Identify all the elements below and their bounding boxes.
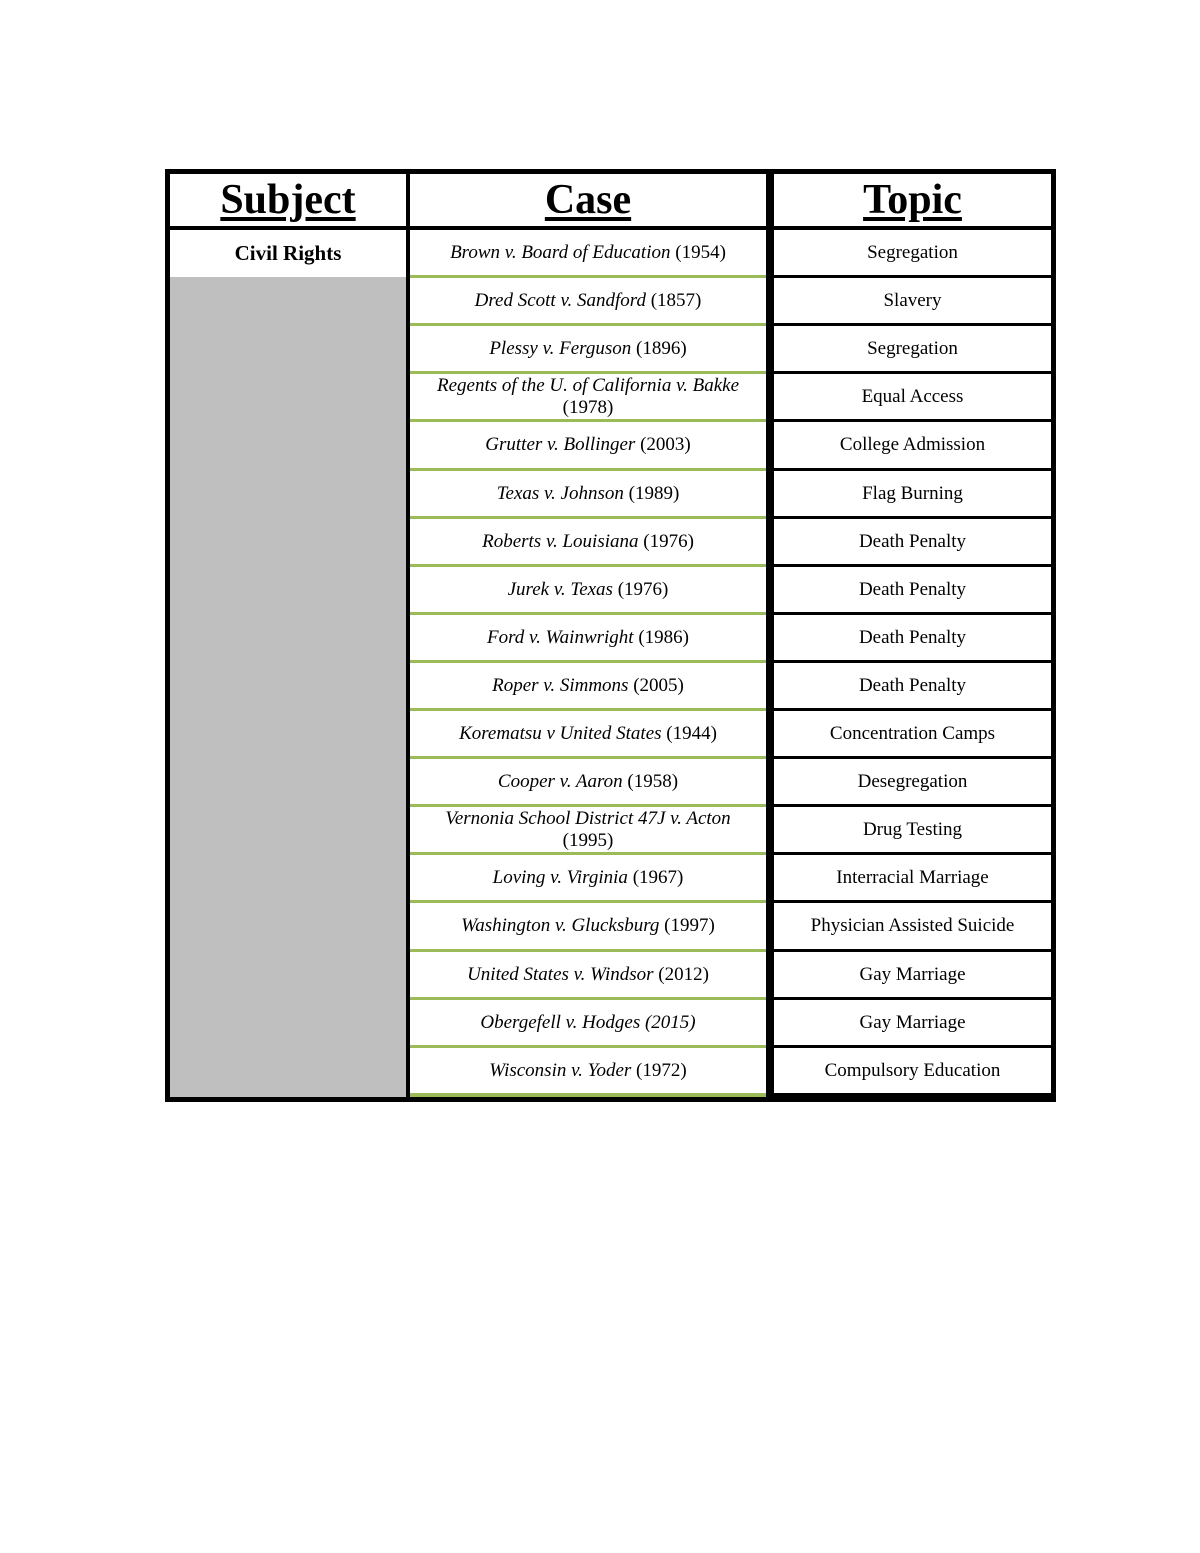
case-name: Obergefell v. Hodges (2015) — [480, 1011, 696, 1033]
header-topic: Topic — [774, 174, 1051, 226]
topic-cell: Desegregation — [774, 759, 1051, 804]
topic-cell: Death Penalty — [774, 663, 1051, 708]
case-year: (1972) — [636, 1059, 687, 1081]
case-name: Vernonia School District 47J v. Acton — [445, 807, 731, 829]
case-name: Regents of the U. of California v. Bakke — [437, 374, 739, 396]
case-cell — [410, 471, 766, 516]
topic-cell: Physician Assisted Suicide — [774, 903, 1051, 949]
case-cell — [410, 422, 766, 468]
case-year: (1989) — [628, 482, 680, 504]
case-year: (1978) — [562, 396, 614, 418]
case-name: Roberts v. Louisiana — [482, 530, 639, 552]
topic-cell: Concentration Camps — [774, 711, 1051, 756]
topic-cell: Interracial Marriage — [774, 855, 1051, 900]
case-year: (1967) — [632, 866, 684, 888]
case-year: (1997) — [664, 915, 715, 936]
subject-civil-rights: Civil Rights — [170, 230, 406, 277]
topic-cell: Death Penalty — [774, 615, 1051, 660]
case-name: Washington v. Glucksburg — [461, 915, 660, 936]
case-cell — [410, 278, 766, 323]
case-cell — [410, 1000, 766, 1045]
case-year: (1954) — [675, 241, 726, 263]
case-cell — [410, 663, 766, 708]
topic-cell: Death Penalty — [774, 519, 1051, 564]
case-name: Plessy v. Ferguson — [489, 337, 632, 359]
case-year: (2012) — [658, 963, 709, 985]
topic-cell: Segregation — [774, 326, 1051, 371]
case-year: (1896) — [636, 337, 687, 359]
case-cell — [410, 855, 766, 900]
case-cell — [410, 567, 766, 612]
case-name: Loving v. Virginia — [492, 866, 628, 888]
case-cell — [410, 711, 766, 756]
case-year: (1976) — [617, 578, 669, 600]
case-year: (1944) — [666, 722, 717, 744]
case-name: Jurek v. Texas — [507, 578, 613, 600]
case-name: United States v. Windsor — [467, 963, 654, 985]
case-cell — [410, 952, 766, 997]
case-cell — [410, 1048, 766, 1093]
case-name: Ford v. Wainwright — [487, 626, 634, 648]
case-name: Texas v. Johnson — [496, 482, 624, 504]
topic-cell: Gay Marriage — [774, 952, 1051, 997]
case-cell — [410, 807, 766, 852]
case-name: Roper v. Simmons — [492, 674, 629, 696]
topic-cell: Death Penalty — [774, 567, 1051, 612]
case-year: (2003) — [640, 434, 691, 455]
cases-table — [165, 169, 1056, 1102]
case-year: (1958) — [627, 770, 679, 792]
case-name: Cooper v. Aaron — [497, 770, 623, 792]
header-subject: Subject — [170, 174, 406, 226]
topic-cell: Gay Marriage — [774, 1000, 1051, 1045]
topic-cell: Equal Access — [774, 374, 1051, 419]
topic-cell: Drug Testing — [774, 807, 1051, 852]
case-cell — [410, 759, 766, 804]
case-cell — [410, 374, 766, 419]
topic-cell: Segregation — [774, 230, 1051, 275]
case-name: Grutter v. Bollinger — [485, 434, 636, 455]
subject-column — [170, 230, 406, 1097]
topic-cell: College Admission — [774, 422, 1051, 468]
case-year: (2005) — [633, 674, 684, 696]
case-year: (1986) — [638, 626, 689, 648]
case-year: (1857) — [650, 289, 702, 311]
case-cell — [410, 519, 766, 564]
header-case: Case — [410, 174, 766, 226]
case-year: (1995) — [562, 829, 614, 851]
topic-cell: Slavery — [774, 278, 1051, 323]
case-name: Korematsu v United States — [459, 722, 662, 744]
case-year: (1976) — [643, 530, 694, 552]
case-name: Dred Scott v. Sandford — [474, 289, 646, 311]
case-column — [410, 230, 766, 1097]
topic-column — [774, 230, 1051, 1097]
case-name: Wisconsin v. Yoder — [489, 1059, 632, 1081]
topic-cell: Compulsory Education — [774, 1048, 1051, 1093]
case-cell — [410, 326, 766, 371]
topic-cell: Flag Burning — [774, 471, 1051, 516]
case-name: Brown v. Board of Education — [450, 241, 671, 263]
case-cell — [410, 615, 766, 660]
case-cell — [410, 903, 766, 949]
case-cell — [410, 230, 766, 275]
